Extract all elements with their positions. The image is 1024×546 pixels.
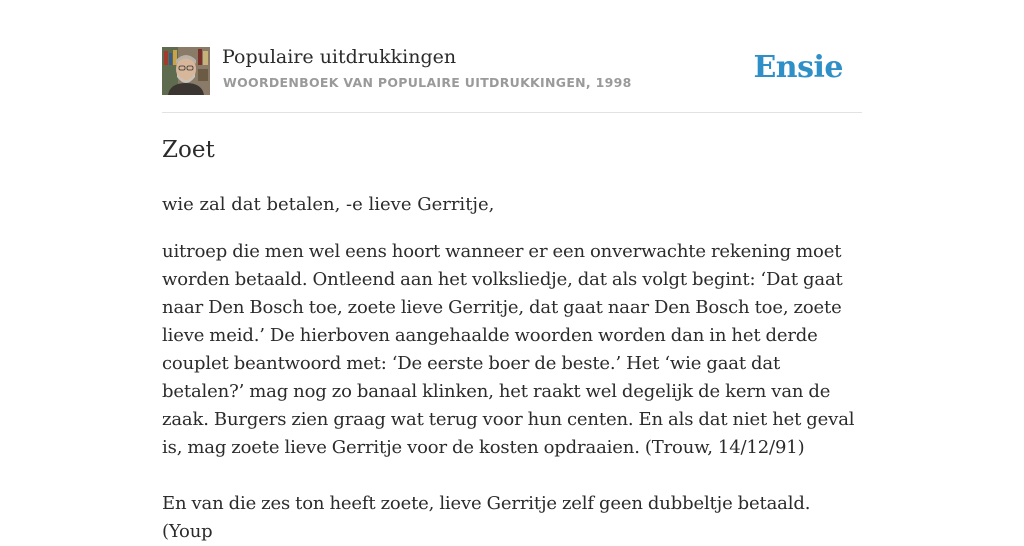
header	[162, 46, 862, 114]
entry-title: Zoet	[162, 137, 215, 163]
entry-content	[162, 191, 862, 546]
entry-paragraph: uitroep die men wel eens hoort wanneer er een onverwachte rekening moet worden betaald. Ontleend aan het volksliedje, dat als volgt begint: ‘Dat gaat naar Den Bosch toe, zoete lieve Gerritje, dat gaat naar Den Bosch toe, zoete lieve meid.’ De hierboven aangehaalde woorden worden dan in het derde couplet beantwoord met: ‘De eerste boer de beste.’ Het ‘wie gaat dat betalen?’ mag nog zo banaal klinken, het raakt wel degelijk de kern van de zaak. Burgers zien graag wat terug voor hun centen. En als dat niet het geval is, mag zoete lieve Gerritje voor de kosten opdraaien. (Trouw, 14/12/91)	[162, 241, 855, 458]
entry-lemma: wie zal dat betalen, -e lieve Gerritje,	[162, 194, 495, 215]
ensie-logo[interactable]: Ensie	[753, 50, 843, 85]
page	[162, 0, 862, 542]
source-title: WOORDENBOEK VAN POPULAIRE UITDRUKKINGEN, 1998	[223, 75, 632, 90]
entry-paragraph: En van die zes ton heeft zoete, lieve Gerritje zelf geen dubbeltje betaald. (Youp	[162, 493, 811, 542]
author-avatar[interactable]	[162, 47, 210, 95]
header-divider	[162, 112, 862, 113]
author-portrait-icon	[162, 47, 210, 95]
author-name[interactable]: Populaire uitdrukkingen	[222, 46, 457, 68]
